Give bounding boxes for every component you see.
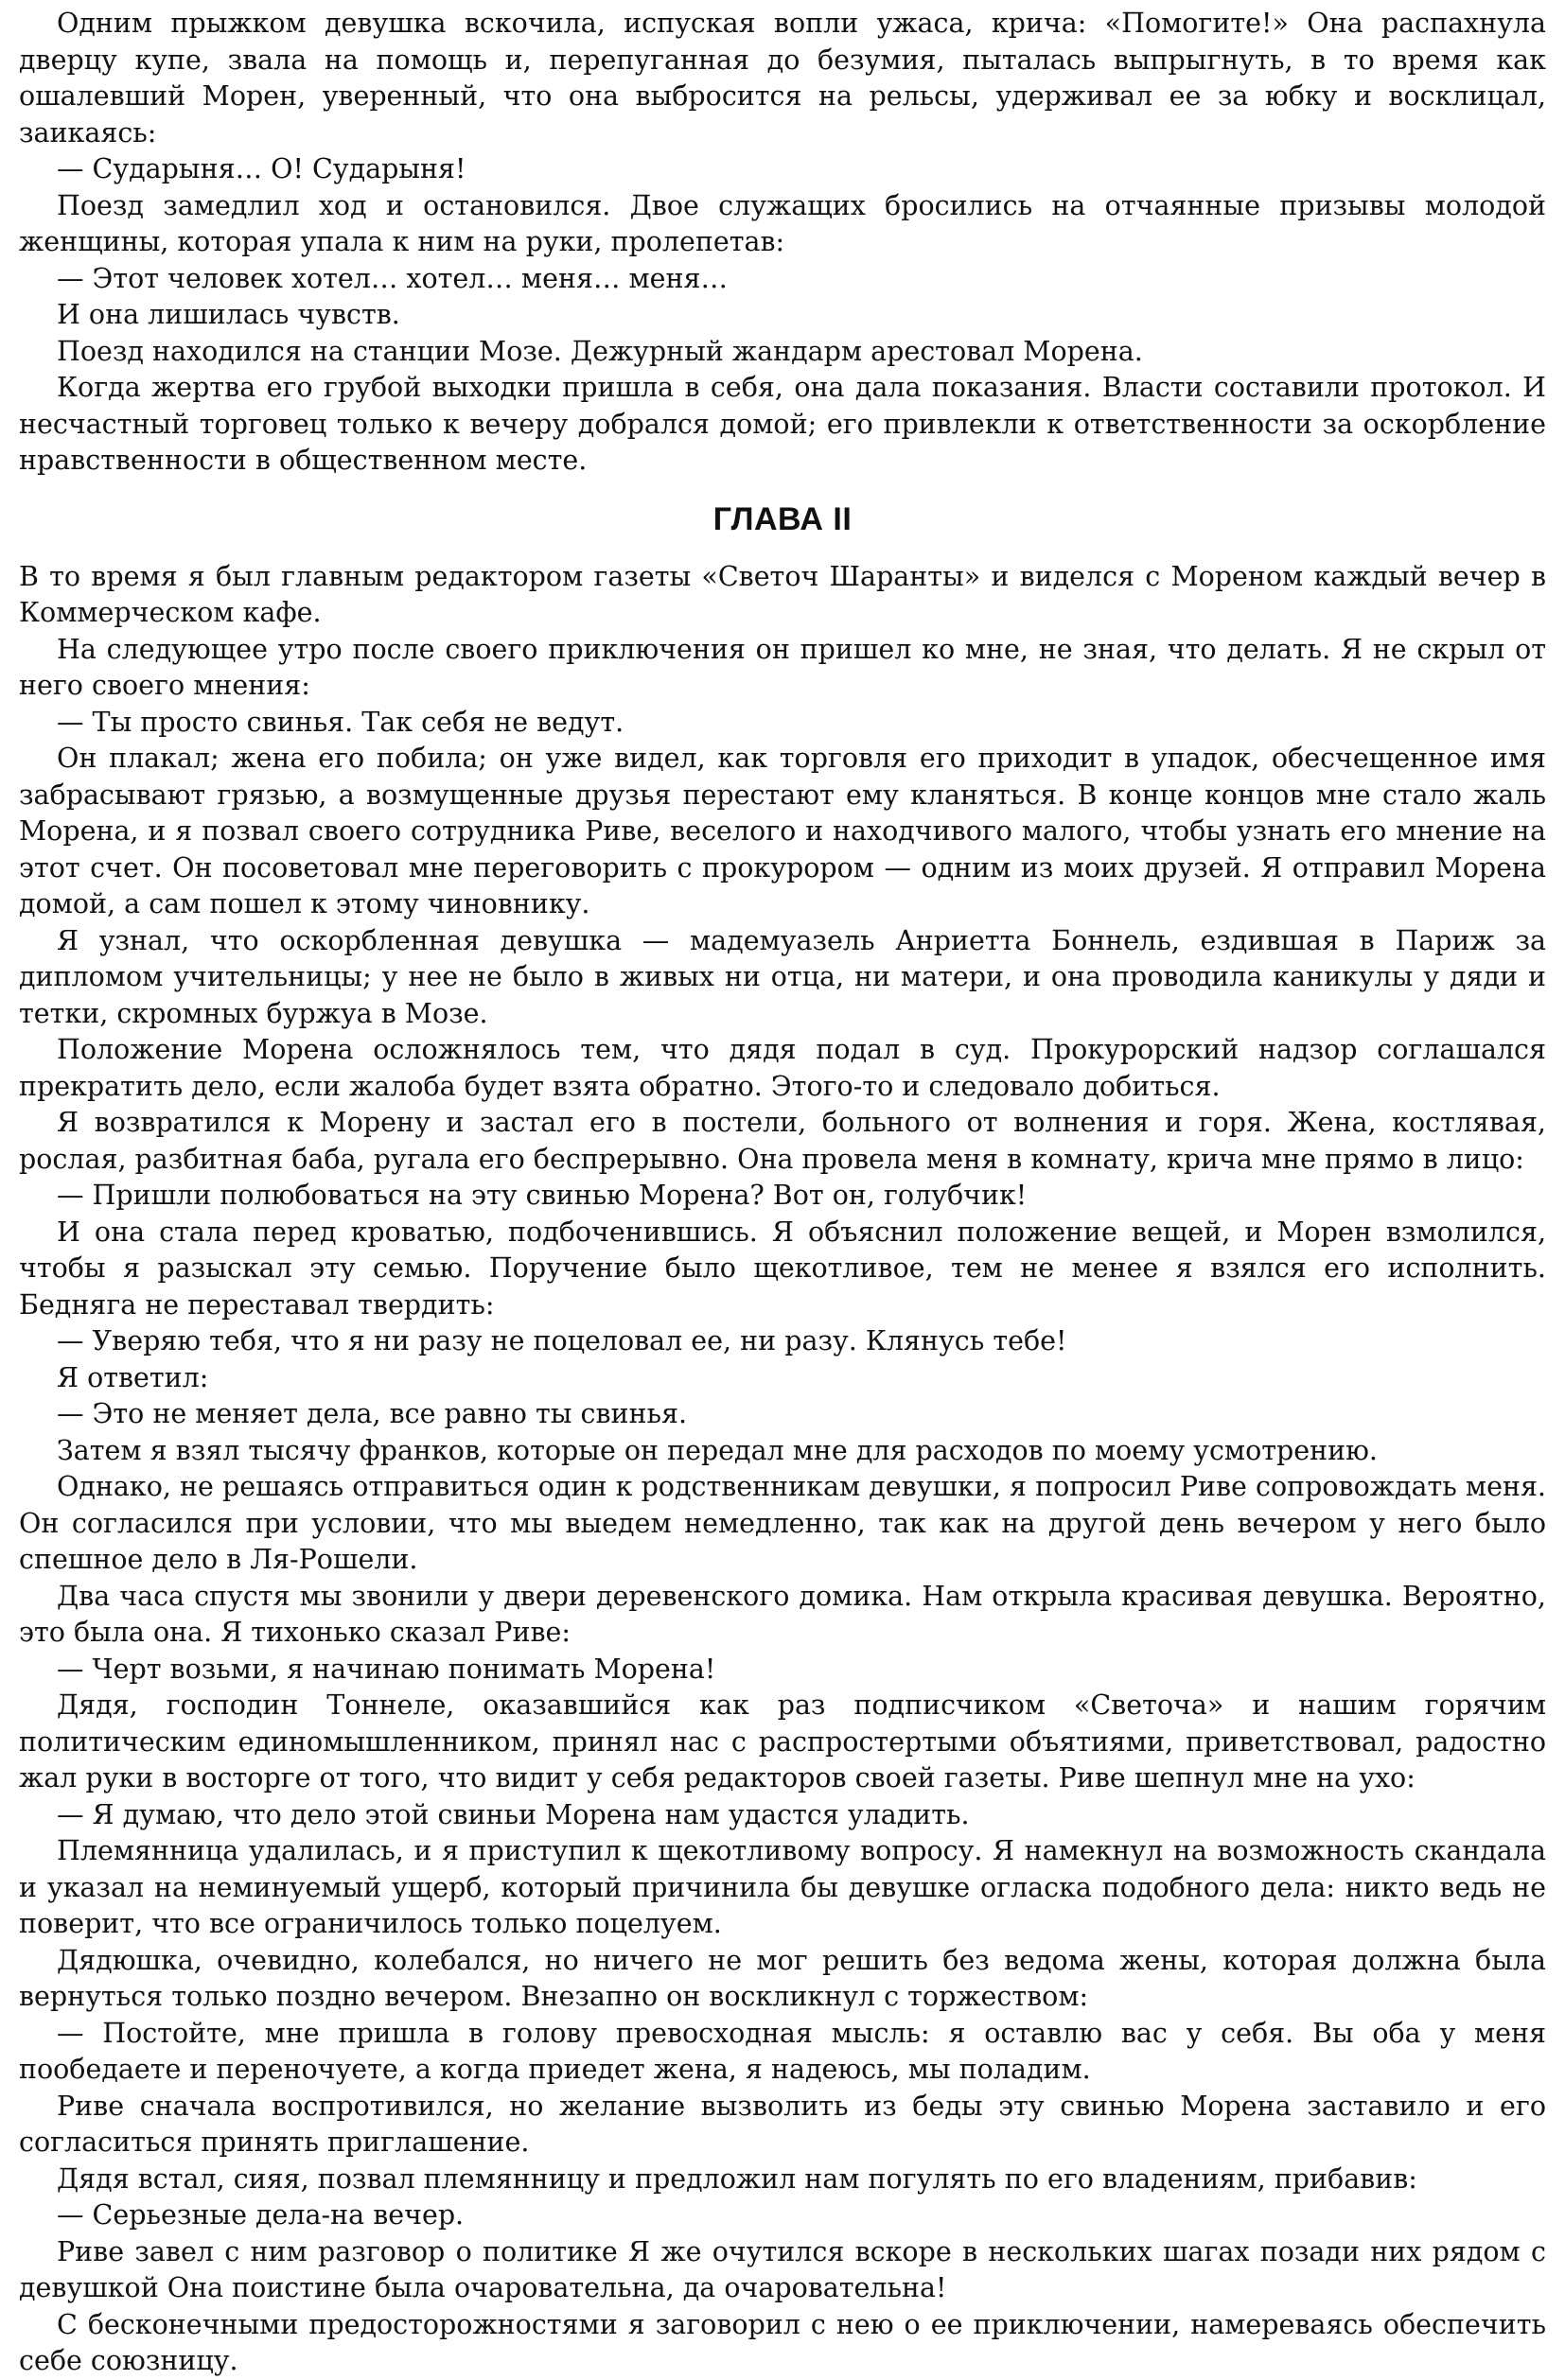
section-2: [19, 559, 1546, 2380]
paragraph: Поезд находился на станции Мозе. Дежурный жандарм арестовал Морена.: [57, 335, 1143, 367]
paragraph: В то время я был главным редактором газеты «Светоч Шаранты» и виделся с Мореном каждый вечер в Коммерческом кафе.: [19, 560, 1546, 628]
paragraph: Одним прыжком девушка вскочила, испуская вопли ужаса, крича: «Помогите!» Она распахнула дверцу купе, звала на помощь и, перепуганная до безумия, пыталась выпрыгнуть, в то время как ошалевший Морен, уверенный, что она выбросится на рельсы, удерживал ее за юбку и восклицал, заикаясь:: [19, 8, 1546, 149]
paragraph: — Постойте, мне пришла в голову превосходная мысль: я оставлю вас у себя. Вы оба у меня пообедаете и переночуете, а когда приедет жена, я надеюсь, мы поладим.: [19, 2017, 1546, 2085]
paragraph: Я ответил:: [57, 1361, 209, 1393]
paragraph: Положение Морена осложнялось тем, что дядя подал в суд. Прокурорский надзор соглашался прекратить дело, если жалоба будет взята обратно. Этого-то и следовало добиться.: [19, 1034, 1546, 1102]
paragraph: Когда жертва его грубой выходки пришла в себя, она дала показания. Власти составили протокол. И несчастный торговец только к вечеру добрался домой; его привлекли к ответственности за оскорбление нравственности в общественном месте.: [19, 372, 1546, 476]
paragraph: Дядюшка, очевидно, колебался, но ничего не мог решить без ведома жены, которая должна была вернуться только поздно вечером. Внезапно он воскликнул с торжеством:: [19, 1944, 1546, 2012]
paragraph: — Я думаю, что дело этой свиньи Морена нам удастся уладить.: [57, 1798, 970, 1830]
paragraph: Два часа спустя мы звонили у двери деревенского домика. Нам открыла красивая девушка. Вероятно, это была она. Я тихонько сказал Риве:: [19, 1580, 1546, 1648]
paragraph: Дядя встал, сияя, позвал племянницу и предложил нам погулять по его владениям, прибавив:: [57, 2162, 1417, 2195]
paragraph: С бесконечными предосторожностями я заговорил с нею о ее приключении, намереваясь обеспечить себе союзницу.: [19, 2308, 1546, 2376]
paragraph: — Уверяю тебя, что я ни разу не поцеловал ее, ни разу. Клянусь тебе!: [57, 1325, 1067, 1356]
paragraph: На следующее утро после своего приключения он пришел ко мне, не зная, что делать. Я не скрыл от него своего мнения:: [19, 633, 1546, 701]
section-1: [19, 6, 1546, 480]
paragraph: И она лишилась чувств.: [57, 299, 400, 330]
paragraph: — Это не меняет дела, все равно ты свинья.: [57, 1398, 688, 1429]
paragraph: — Этот человек хотел… хотел… меня… меня…: [57, 262, 729, 294]
paragraph: Поезд замедлил ход и остановился. Двое служащих бросились на отчаянные призывы молодой женщины, которая упала к ним на руки, пролепетав:: [19, 189, 1546, 257]
chapter-heading: ГЛАВА II: [712, 500, 853, 537]
paragraph: Затем я взял тысячу франков, которые он передал мне для расходов по моему усмотрению.: [57, 1434, 1378, 1466]
paragraph: Я узнал, что оскорбленная девушка — мадемуазель Анриетта Боннель, ездившая в Париж за дипломом учительницы; у нее не было в живых ни отца, ни матери, и она проводила каникулы у дяди и тетки, скромных буржуа в Мозе.: [19, 924, 1546, 1029]
paragraph: — Сударыня… О! Сударыня!: [57, 153, 466, 184]
book-page: [19, 6, 1546, 2380]
paragraph: — Ты просто свинья. Так себя не ведут.: [57, 706, 624, 738]
paragraph: Риве сначала воспротивился, но желание вызволить из беды эту свинью Морена заставило и его согласиться принять приглашение.: [19, 2090, 1546, 2158]
paragraph: И она стала перед кроватью, подбоченившись. Я объяснил положение вещей, и Морен взмолился, чтобы я разыскал эту семью. Поручение было щекотливое, тем не менее я взялся его исполнить. Бедняга не переставал твердить:: [19, 1216, 1546, 1321]
paragraph: Дядя, господин Тоннеле, оказавшийся как раз подписчиком «Светоча» и нашим горячим политическим единомышленником, принял нас с распростертыми объятиями, приветствовал, радостно жал руки в восторге от того, что видит у себя редакторов своей газеты. Риве шепнул мне на ухо:: [19, 1689, 1546, 1794]
paragraph: Племянница удалилась, и я приступил к щекотливому вопросу. Я намекнул на возможность скандала и указал на неминуемый ущерб, который причинила бы девушке огласка подобного дела: никто ведь не поверит, что все ограничилось только поцелуем.: [19, 1835, 1546, 1939]
paragraph: — Черт возьми, я начинаю понимать Морена!: [57, 1653, 716, 1685]
paragraph: Он плакал; жена его побила; он уже видел, как торговля его приходит в упадок, обесчещенное имя забрасывают грязью, а возмущенные друзья перестают ему кланяться. В конце концов мне стало жаль Морена, и я позвал своего сотрудника Риве, веселого и находчивого малого, чтобы узнать его мнение на этот счет. Он посоветовал мне переговорить с прокурором — одним из моих друзей. Я отправил Морена домой, а сам пошел к этому чиновнику.: [19, 743, 1546, 919]
paragraph: Однако, не решаясь отправиться один к родственникам девушки, я попросил Риве сопровождать меня. Он согласился при условии, что мы выедем немедленно, так как на другой день вечером у него было спешное дело в Ля-Рошели.: [19, 1471, 1546, 1575]
paragraph: Риве завел с ним разговор о политике Я же очутился вскоре в нескольких шагах позади них рядом с девушкой Она поистине была очаровательна, да очаровательна!: [19, 2235, 1546, 2303]
paragraph: — Пришли полюбоваться на эту свинью Морена? Вот он, голубчик!: [57, 1180, 1028, 1211]
paragraph: Я возвратился к Морену и застал его в постели, больного от волнения и горя. Жена, костлявая, рослая, разбитная баба, ругала его беспрерывно. Она провела меня в комнату, крича мне прямо в лицо:: [19, 1107, 1546, 1175]
paragraph: — Серьезные дела-на вечер.: [57, 2199, 465, 2231]
